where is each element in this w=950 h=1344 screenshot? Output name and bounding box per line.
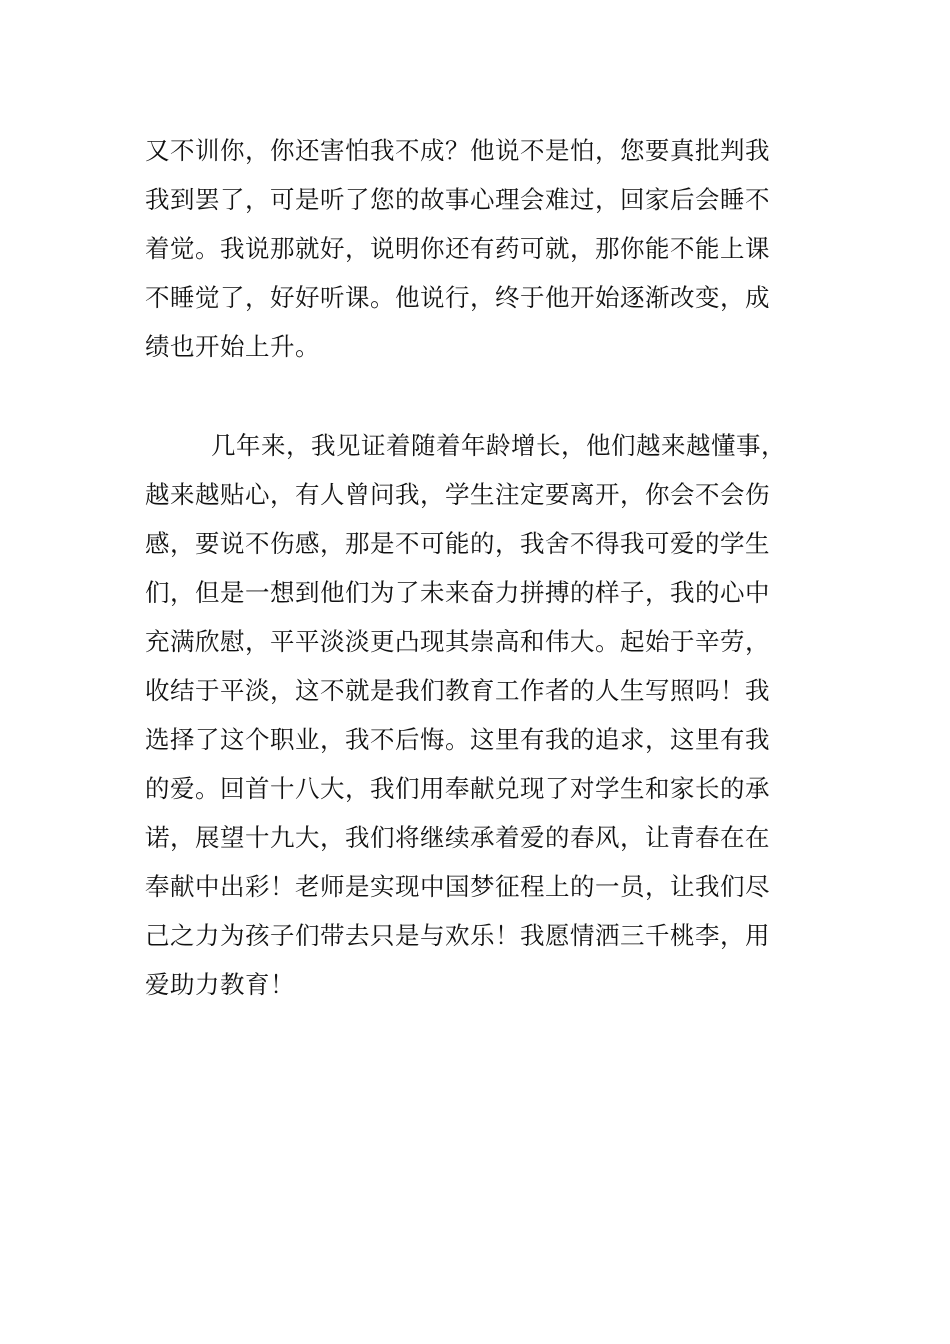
text-line: 着觉。我说那就好，说明你还有药可就，那你能不能上课 <box>145 234 770 263</box>
text-line: 收结于平淡，这不就是我们教育工作者的人生写照吗！我 <box>145 676 770 705</box>
text-line: 们，但是一想到他们为了未来奋力拼搏的样子，我的心中 <box>145 578 770 607</box>
text-line: 又不训你，你还害怕我不成？他说不是怕，您要真批判我 <box>145 136 770 165</box>
text-line-indented: 几年来，我见证着随着年龄增长，他们越来越懂事， <box>211 431 786 460</box>
text-line: 感，要说不伤感，那是不可能的，我舍不得我可爱的学生 <box>145 529 770 558</box>
text-line: 越来越贴心，有人曾问我，学生注定要离开，你会不会伤 <box>145 480 770 509</box>
text-line: 不睡觉了，好好听课。他说行，终于他开始逐渐改变，成 <box>145 283 770 312</box>
text-line: 我到罢了，可是听了您的故事心理会难过，回家后会睡不 <box>145 185 770 214</box>
text-line: 绩也开始上升。 <box>145 332 320 361</box>
text-line: 充满欣慰，平平淡淡更凸现其崇高和伟大。起始于辛劳， <box>145 627 770 656</box>
paragraph <box>145 126 810 371</box>
text-line: 己之力为孩子们带去只是与欢乐！我愿情洒三千桃李，用 <box>145 921 770 950</box>
text-line: 选择了这个职业，我不后悔。这里有我的追求，这里有我 <box>145 725 770 754</box>
text-line: 的爱。回首十八大，我们用奉献兑现了对学生和家长的承 <box>145 774 770 803</box>
text-line: 诺，展望十九大，我们将继续承着爱的春风，让青春在在 <box>145 823 770 852</box>
paragraph <box>145 421 810 1009</box>
text-line: 爱助力教育！ <box>145 970 295 999</box>
text-line: 奉献中出彩！老师是实现中国梦征程上的一员，让我们尽 <box>145 872 770 901</box>
